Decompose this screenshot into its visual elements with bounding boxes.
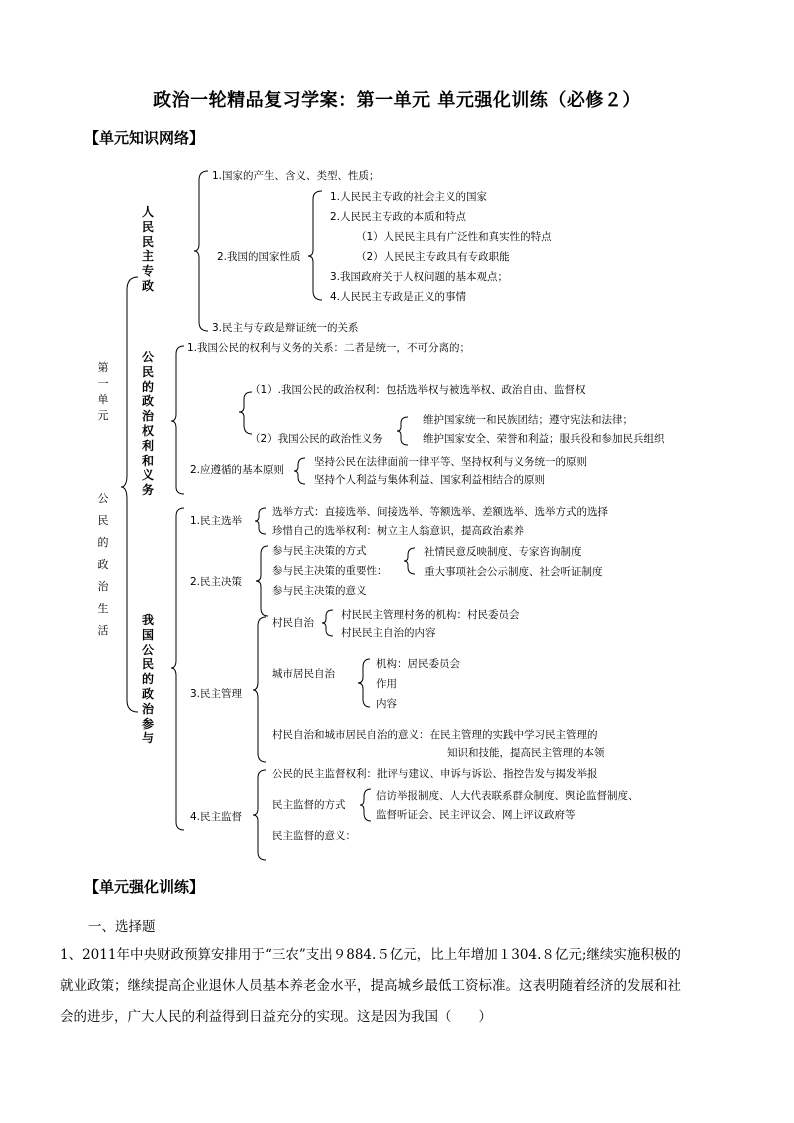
supervision-right: 公民的民主监督权利：批评与建议、申诉与诉讼、指控告发与揭发举报 xyxy=(272,768,598,780)
management-significance-2: 知识和技能，提高民主管理的本领 xyxy=(447,747,605,759)
rights-duty-1: 维护国家统一和民族团结；遵守宪法和法律； xyxy=(423,414,633,426)
supervision-methods-label: 民主监督的方式 xyxy=(272,799,346,811)
section-one-label: 一、选择题 xyxy=(88,919,156,935)
decision-method-1: 社情民意反映制度、专家咨询制度 xyxy=(424,546,582,558)
decision-label: 2.民主决策 xyxy=(190,576,243,588)
branch-rights-label: 公民的政治权利和义务 xyxy=(141,350,154,498)
rights-item-1: 1.我国公民的权利与义务的关系：二者是统一，不可分离的； xyxy=(187,342,471,354)
rights-item-2: 2.应遵循的基本原则 xyxy=(190,464,285,476)
dictatorship-sub-6: 4.人民民主专政是正义的事情 xyxy=(330,291,467,303)
dictatorship-sub-1: 1.人民民主专政的社会主义的国家 xyxy=(330,191,488,203)
decision-line-3: 参与民主决策的意义 xyxy=(272,585,367,597)
supervision-significance: 民主监督的意义： xyxy=(272,830,356,842)
dictatorship-sub-2: 2.人民民主专政的本质和特点 xyxy=(330,211,467,223)
question-1-line-3: 会的进步，广大人民的利益得到日益充分的实现。这是因为我国（ ） xyxy=(60,1009,492,1025)
supervision-label: 4.民主监督 xyxy=(190,811,243,823)
dictatorship-item-2: 2.我国的国家性质 xyxy=(217,251,301,263)
dictatorship-item-3: 3.民主与专政是辩证统一的关系 xyxy=(212,322,359,334)
village-item-1: 村民民主管理村务的机构：村民委员会 xyxy=(341,609,520,621)
village-item-2: 村民民主自治的内容 xyxy=(341,627,436,639)
election-line-1: 选举方式：直接选举、间接选举、等额选举、差额选举、选举方式的选择 xyxy=(272,506,608,518)
supervision-method-1: 信访举报制度、人大代表联系群众制度、舆论监督制度、 xyxy=(376,790,639,802)
urban-item-1: 机构：居民委员会 xyxy=(376,658,460,670)
election-label: 1.民主选举 xyxy=(190,515,243,527)
management-village: 村民自治 xyxy=(272,617,314,629)
unit-subject: 公民的政治生活 xyxy=(97,492,109,637)
dictatorship-item-1: 1.国家的产生、含义、类型、性质； xyxy=(212,170,380,182)
rights-sub-duties: （2）我国公民的政治性义务 xyxy=(250,433,383,445)
decision-line-2: 参与民主决策的重要性： xyxy=(272,565,388,577)
decision-line-1: 参与民主决策的方式 xyxy=(272,545,367,557)
election-line-2: 珍惜自己的选举权利：树立主人翁意识，提高政治素养 xyxy=(272,525,524,537)
dictatorship-sub-5: 3.我国政府关于人权问题的基本观点； xyxy=(330,271,509,283)
urban-item-3: 内容 xyxy=(376,698,397,710)
rights-principle-2: 坚持个人利益与集体利益、国家利益相结合的原则 xyxy=(314,474,545,486)
urban-item-2: 作用 xyxy=(376,678,397,690)
question-1-line-2: 就业政策；继续提高企业退休人员基本养老金水平，提高城乡最低工资标准。这表明随着经济的发展和社 xyxy=(60,978,681,994)
page-title: 政治一轮精品复习学案：第一单元 单元强化训练（必修２） xyxy=(153,90,641,111)
dictatorship-sub-4: （2）人民民主专政具有专政职能 xyxy=(356,251,510,263)
management-significance-1: 村民自治和城市居民自治的意义：在民主管理的实践中学习民主管理的 xyxy=(272,729,598,741)
management-label: 3.民主管理 xyxy=(190,688,243,700)
training-heading: 【单元强化训练】 xyxy=(84,878,205,896)
network-heading: 【单元知识网络】 xyxy=(84,129,205,147)
unit-label: 第一单元 xyxy=(97,361,109,422)
rights-principle-1: 坚持公民在法律面前一律平等、坚持权利与义务统一的原则 xyxy=(314,456,587,468)
rights-sub-rights: （1）.我国公民的政治权利：包括选举权与被选举权、政治自由、监督权 xyxy=(250,384,586,396)
question-1-line-1: 1、2011年中央财政预算安排用于“三农”支出９884.５亿元，比上年增加１304.８亿元;继续实施积极的 xyxy=(60,947,681,963)
branch-participation-label: 我国公民的政治参与 xyxy=(141,613,154,746)
decision-method-2: 重大事项社会公示制度、社会听证制度 xyxy=(424,566,603,578)
rights-duty-2: 维护国家安全、荣誉和利益；服兵役和参加民兵组织 xyxy=(423,433,665,445)
dictatorship-sub-3: （1）人民民主具有广泛性和真实性的特点 xyxy=(356,231,552,243)
supervision-method-2: 监督听证会、民主评议会、网上评议政府等 xyxy=(376,809,576,821)
management-urban: 城市居民自治 xyxy=(272,668,335,680)
branch-dictatorship-label: 人民民主专政 xyxy=(141,205,154,293)
